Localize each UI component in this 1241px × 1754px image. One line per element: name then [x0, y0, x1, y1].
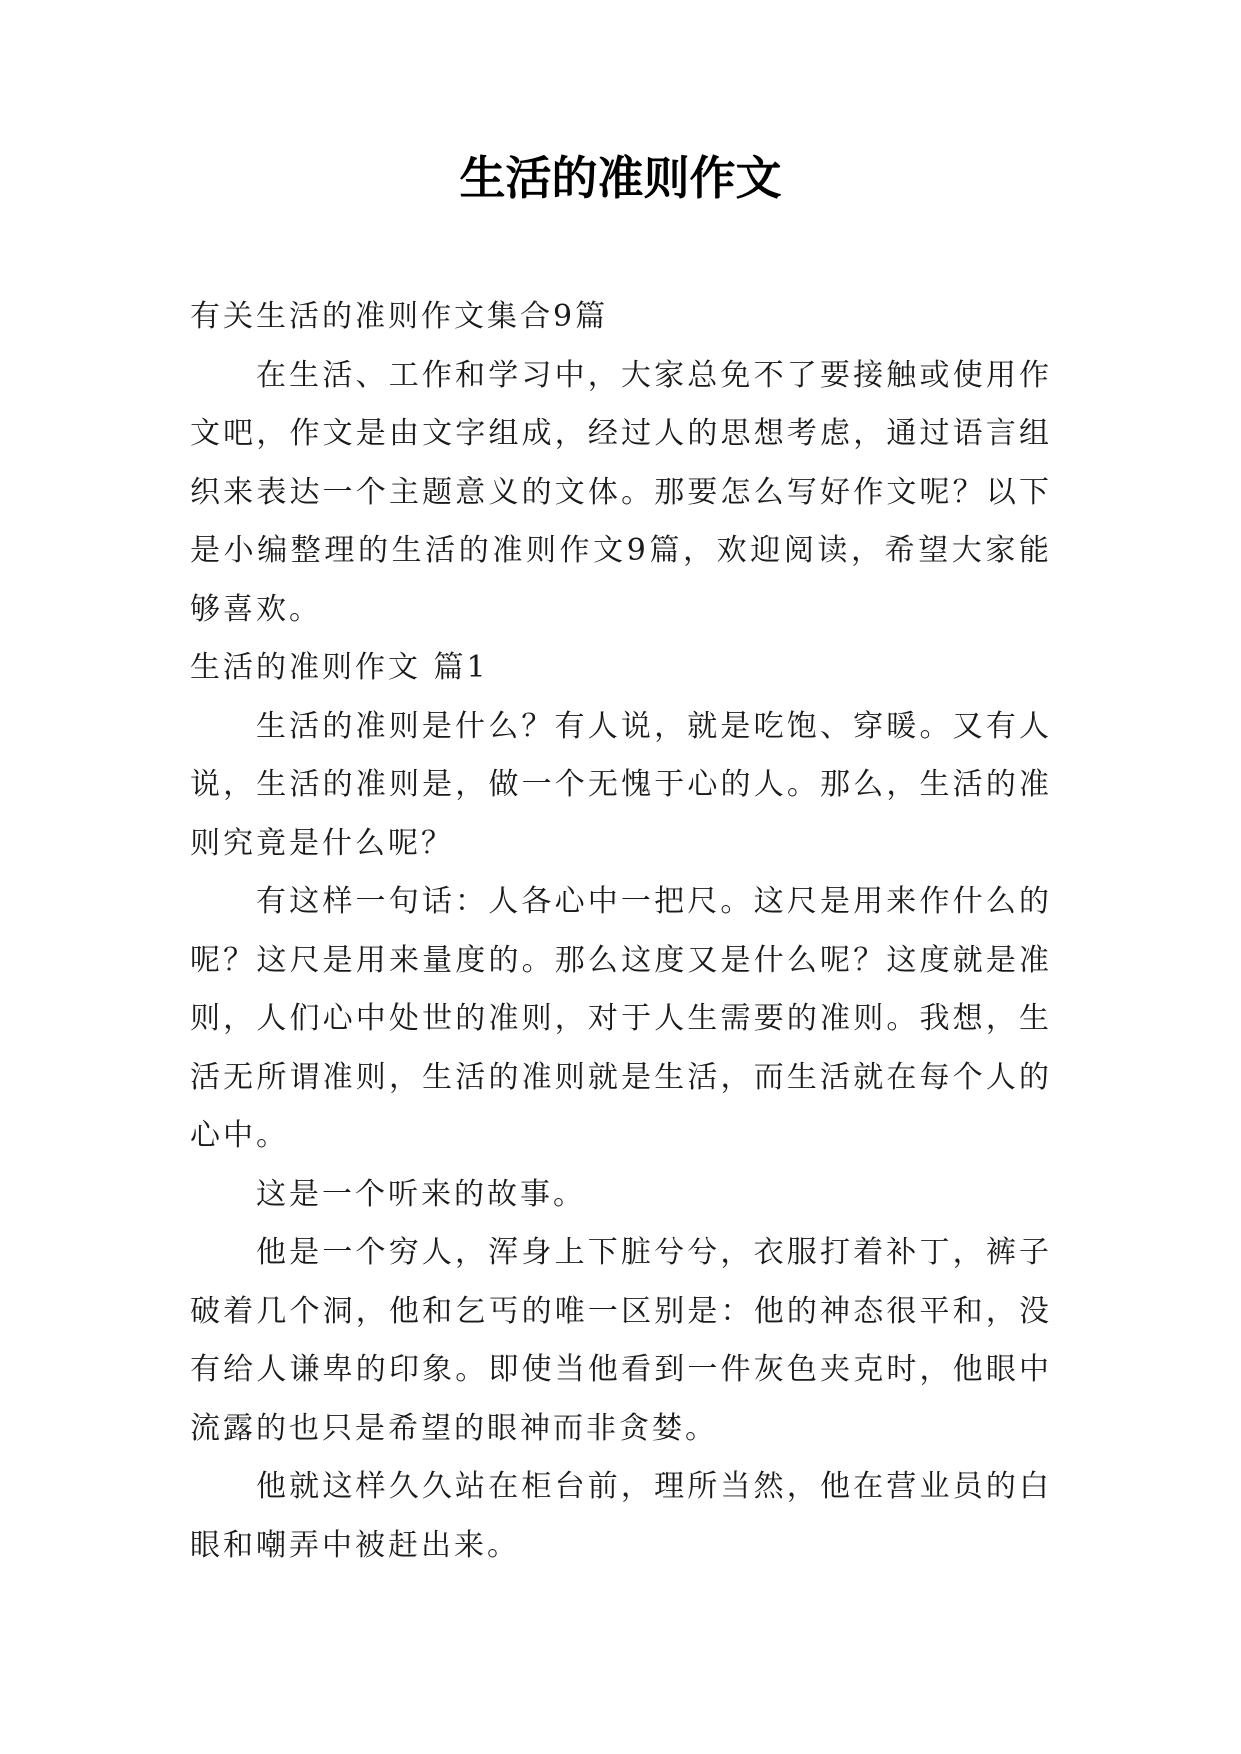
- paragraph: 生活的准则是什么？有人说，就是吃饱、穿暖。又有人说，生活的准则是，做一个无愧于心的人。那么，生活的准则究竟是什么呢？: [190, 708, 1052, 861]
- document-title: 生活的准则作文: [459, 151, 782, 205]
- section-heading-1: 生活的准则作文 篇1: [190, 650, 489, 685]
- paragraph: 有这样一句话：人各心中一把尺。这尺是用来作什么的呢？这尺是用来量度的。那么这度又是什么呢？这度就是准则，人们心中处世的准则，对于人生需要的准则。我想，生活无所谓准则，生活的准则就是生活，而生活就在每个人的心中。: [190, 884, 1052, 1153]
- paragraph-subtitle: 有关生活的准则作文集合9篇: [190, 299, 609, 334]
- paragraph: 他是一个穷人，浑身上下脏兮兮，衣服打着补丁，裤子破着几个洞，他和乞丐的唯一区别是：他的神态很平和，没有给人谦卑的印象。即使当他看到一件灰色夹克时，他眼中流露的也只是希望的眼神而非贪婪。: [190, 1235, 1052, 1446]
- document-body: [190, 288, 1052, 1575]
- paragraph: 这是一个听来的故事。: [256, 1176, 586, 1212]
- paragraph-intro: 在生活、工作和学习中，大家总免不了要接触或使用作文吧，作文是由文字组成，经过人的思想考虑，通过语言组织来表达一个主题意义的文体。那要怎么写好作文呢？以下是小编整理的生活的准则作文9篇，欢迎阅读，希望大家能够喜欢。: [190, 357, 1052, 627]
- paragraph: 他就这样久久站在柜台前，理所当然，他在营业员的白眼和嘲弄中被赶出来。: [190, 1469, 1052, 1563]
